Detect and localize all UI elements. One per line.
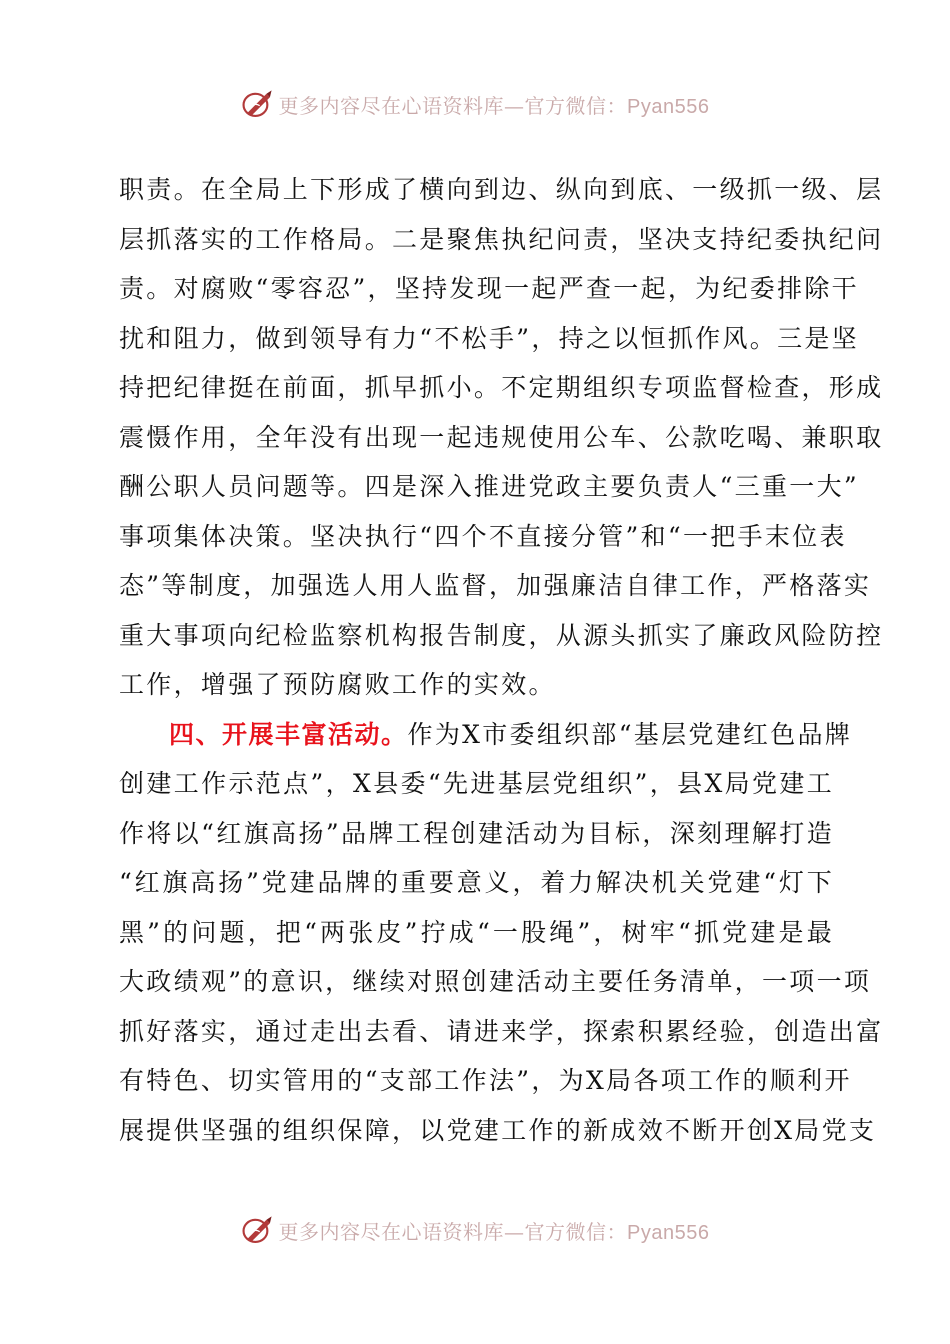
section-4-line: 大政绩观”的意识，继续对照创建活动主要任务清单，一项一项 bbox=[119, 967, 872, 996]
paragraph-1-line: 震慑作用，全年没有出现一起违规使用公车、公款吃喝、兼职取 bbox=[119, 422, 884, 452]
paragraph-1-line: 层抓落实的工作格局。二是聚焦执纪问责，坚决支持纪委执纪问 bbox=[119, 224, 884, 254]
section-4-heading: 四、开展丰富活动。 bbox=[169, 719, 408, 749]
paragraph-1 bbox=[119, 165, 884, 710]
section-4-line: 有特色、切实管用的“支部工作法”，为X局各项工作的顺利开 bbox=[119, 1066, 852, 1095]
paragraph-1-line: 工作，增强了预防腐败工作的实效。 bbox=[119, 670, 556, 699]
pen-logo-icon bbox=[241, 1213, 275, 1247]
footer-banner bbox=[0, 1210, 950, 1250]
paragraph-1-line: 职责。在全局上下形成了横向到边、纵向到底、一级抓一级、层 bbox=[119, 175, 884, 204]
section-4-first-line-text: 作为X市委组织部“基层党建红色品牌 bbox=[407, 719, 853, 749]
document-body bbox=[119, 165, 884, 1155]
section-4-line: 抓好落实，通过走出去看、请进来学，探索积累经验，创造出富 bbox=[119, 1016, 884, 1046]
section-4 bbox=[119, 710, 884, 1156]
footer-banner-text: 更多内容尽在心语资料库—官方微信：Pyan556 bbox=[278, 1219, 710, 1244]
header-banner-text: 更多内容尽在心语资料库—官方微信：Pyan556 bbox=[278, 93, 710, 118]
section-4-line: 作将以“红旗高扬”品牌工程创建活动为目标，深刻理解打造 bbox=[119, 818, 834, 848]
pen-logo-icon bbox=[241, 87, 275, 121]
section-4-line: 展提供坚强的组织保障，以党建工作的新成效不断开创X局党支 bbox=[119, 1115, 877, 1145]
paragraph-1-line: 持把纪律挺在前面，抓早抓小。不定期组织专项监督检查，形成 bbox=[119, 373, 884, 402]
paragraph-1-line: 责。对腐败“零容忍”，坚持发现一起严查一起，为纪委排除干 bbox=[119, 274, 859, 303]
section-4-line: 创建工作示范点”，X县委“先进基层党组织”，县X局党建工 bbox=[119, 769, 834, 798]
section-4-line: “红旗高扬”党建品牌的重要意义，着力解决机关党建“灯下 bbox=[119, 868, 834, 897]
section-4-first-line bbox=[119, 710, 853, 760]
header-wechat-id: Pyan556 bbox=[627, 95, 710, 118]
paragraph-1-line: 酬公职人员问题等。四是深入推进党政主要负责人“三重一大” bbox=[119, 472, 859, 501]
paragraph-1-line: 重大事项向纪检监察机构报告制度，从源头抓实了廉政风险防控 bbox=[119, 620, 884, 650]
paragraph-1-line: 事项集体决策。坚决执行“四个不直接分管”和“一把手末位表 bbox=[119, 521, 847, 551]
header-banner bbox=[0, 84, 950, 124]
paragraph-1-line: 扰和阻力，做到领导有力“不松手”，持之以恒抓作风。三是坚 bbox=[119, 323, 859, 353]
paragraph-1-line: 态”等制度，加强选人用人监督，加强廉洁自律工作，严格落实 bbox=[119, 571, 872, 600]
section-4-line: 黑”的问题，把“两张皮”拧成“一股绳”，树牢“抓党建是最 bbox=[119, 917, 834, 947]
footer-wechat-id: Pyan556 bbox=[627, 1221, 710, 1244]
